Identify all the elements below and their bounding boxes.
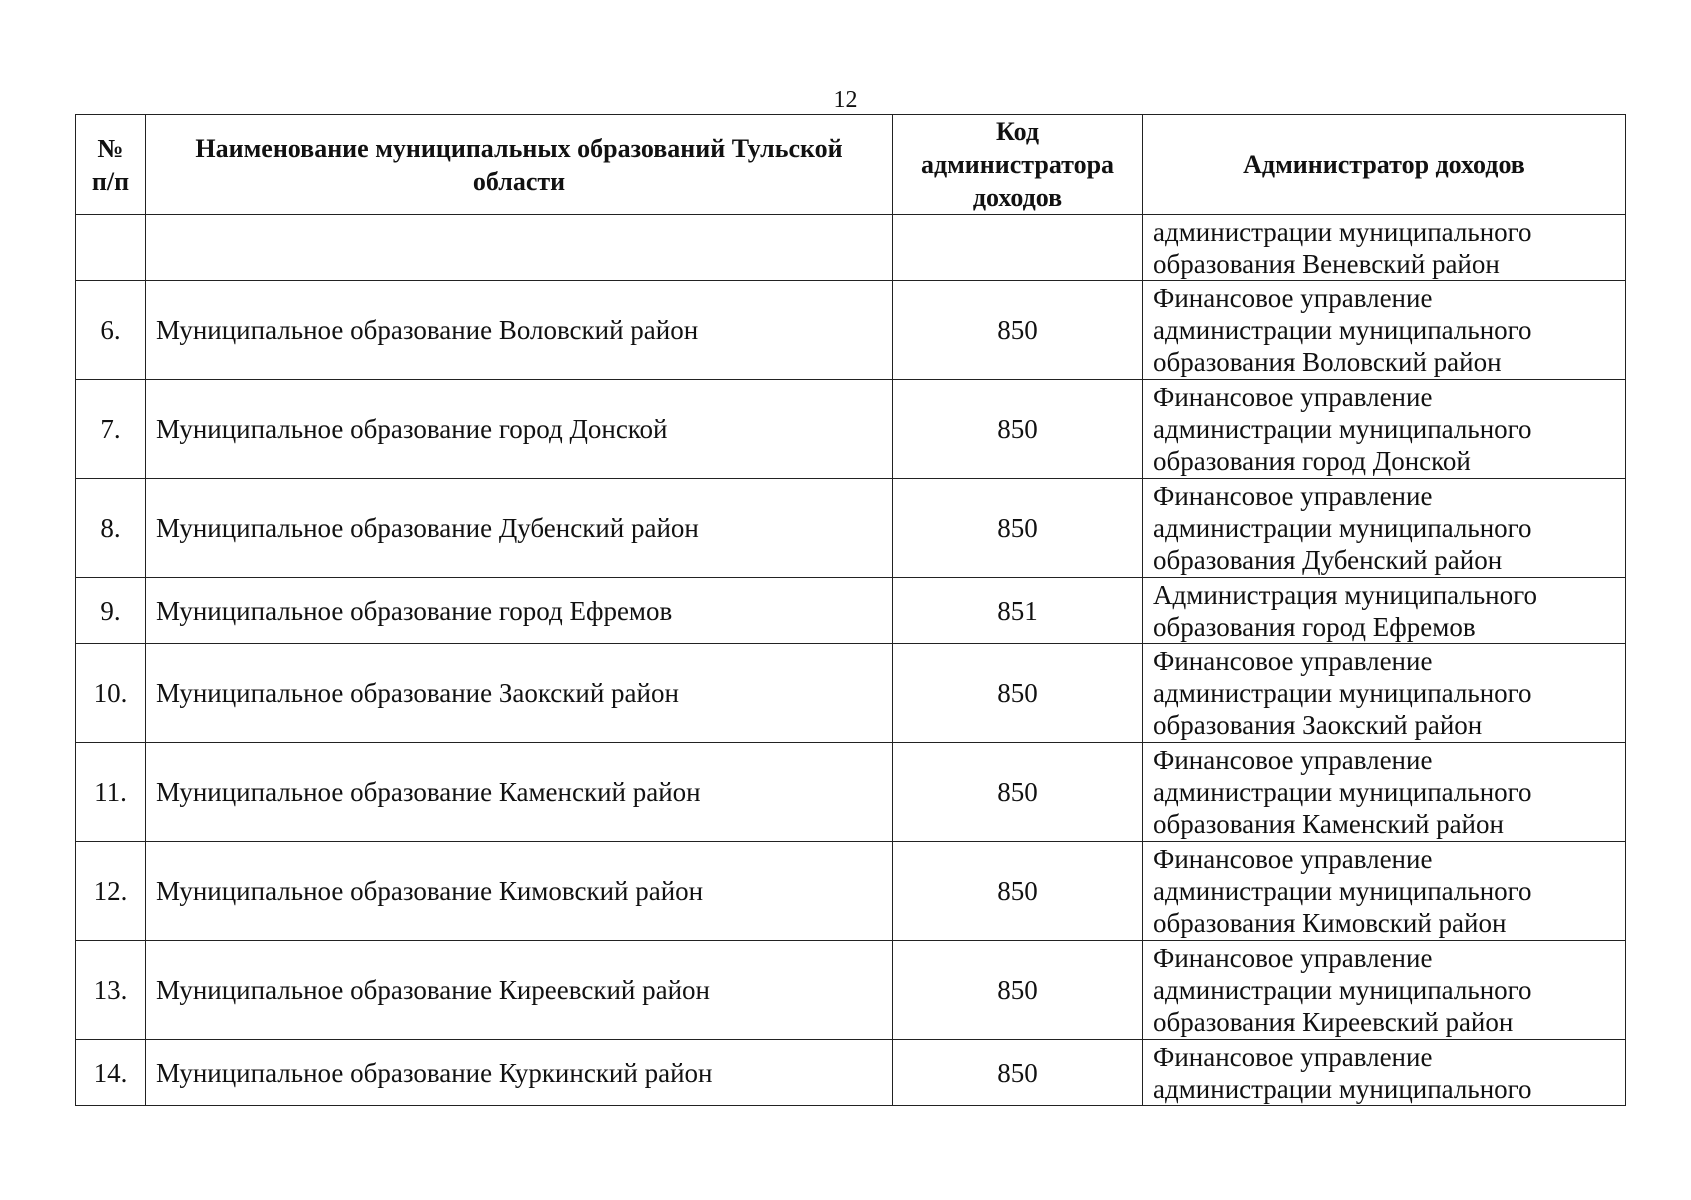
table-row [76, 644, 1626, 743]
cell-municipality-name: Муниципальное образование город Донской [146, 380, 893, 479]
cell-municipality-name: Муниципальное образование Куркинский район [146, 1040, 893, 1106]
cell-administrator-code: 850 [893, 380, 1143, 479]
cell-municipality-name: Муниципальное образование город Ефремов [146, 578, 893, 644]
cell-revenue-administrator: Финансовое управление администрации муниципального образования Воловский район [1143, 281, 1626, 380]
cell-administrator-code: 850 [893, 743, 1143, 842]
cell-number: 8. [76, 479, 146, 578]
cell-revenue-administrator: Финансовое управление администрации муниципального образования Каменский район [1143, 743, 1626, 842]
cell-administrator-code: 851 [893, 578, 1143, 644]
table-header [76, 115, 1626, 215]
header-administrator-code: Код администратора доходов [893, 115, 1143, 215]
cell-municipality-name: Муниципальное образование Кимовский район [146, 842, 893, 941]
revenue-administrators-table [75, 114, 1626, 1106]
cell-municipality-name: Муниципальное образование Каменский район [146, 743, 893, 842]
cell-number [76, 215, 146, 281]
cell-revenue-administrator: Финансовое управление администрации муниципального образования Дубенский район [1143, 479, 1626, 578]
cell-revenue-administrator: Финансовое управление администрации муниципального образования Кимовский район [1143, 842, 1626, 941]
cell-number: 12. [76, 842, 146, 941]
table-row [76, 743, 1626, 842]
table-row [76, 578, 1626, 644]
header-revenue-administrator: Администратор доходов [1143, 115, 1626, 215]
table-row-continuation [76, 215, 1626, 281]
header-row [76, 115, 1626, 215]
header-number: № п/п [76, 115, 146, 215]
cell-administrator-code [893, 215, 1143, 281]
cell-administrator-code: 850 [893, 281, 1143, 380]
cell-municipality-name: Муниципальное образование Воловский район [146, 281, 893, 380]
cell-municipality-name: Муниципальное образование Киреевский район [146, 941, 893, 1040]
cell-municipality-name [146, 215, 893, 281]
page-number: 12 [833, 87, 858, 113]
cell-number: 14. [76, 1040, 146, 1106]
table-row [76, 1040, 1626, 1106]
cell-municipality-name: Муниципальное образование Дубенский район [146, 479, 893, 578]
cell-administrator-code: 850 [893, 644, 1143, 743]
table-row [76, 479, 1626, 578]
cell-number: 7. [76, 380, 146, 479]
cell-number: 6. [76, 281, 146, 380]
cell-revenue-administrator: Финансовое управление администрации муниципального образования Заокский район [1143, 644, 1626, 743]
cell-administrator-code: 850 [893, 479, 1143, 578]
table-row [76, 281, 1626, 380]
header-municipality-name: Наименование муниципальных образований Тульской области [146, 115, 893, 215]
cell-administrator-code: 850 [893, 941, 1143, 1040]
cell-revenue-administrator: Финансовое управление администрации муниципального образования город Донской [1143, 380, 1626, 479]
cell-revenue-administrator: Финансовое управление администрации муниципального [1143, 1040, 1626, 1106]
cell-number: 10. [76, 644, 146, 743]
cell-administrator-code: 850 [893, 1040, 1143, 1106]
cell-municipality-name: Муниципальное образование Заокский район [146, 644, 893, 743]
cell-revenue-administrator: Администрация муниципального образования город Ефремов [1143, 578, 1626, 644]
cell-administrator-code: 850 [893, 842, 1143, 941]
table-body [76, 215, 1626, 1106]
table-row [76, 941, 1626, 1040]
table-row [76, 380, 1626, 479]
cell-number: 9. [76, 578, 146, 644]
table-row [76, 842, 1626, 941]
cell-revenue-administrator: администрации муниципального образования Веневский район [1143, 215, 1626, 281]
cell-revenue-administrator: Финансовое управление администрации муниципального образования Киреевский район [1143, 941, 1626, 1040]
cell-number: 13. [76, 941, 146, 1040]
cell-number: 11. [76, 743, 146, 842]
